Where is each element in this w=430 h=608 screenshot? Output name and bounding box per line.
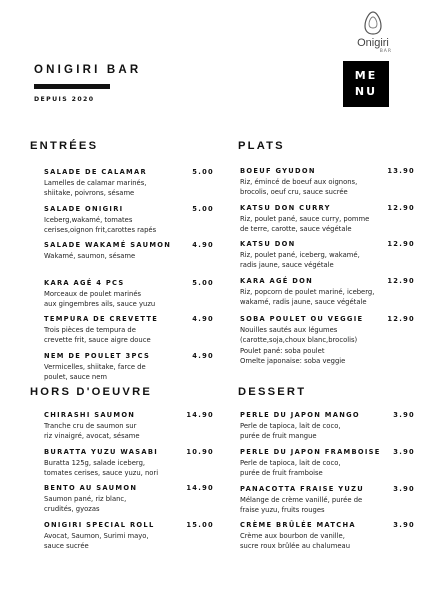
menu-item xyxy=(240,521,415,552)
item-description: Vermicelles, shiitake, farce de poulet, sauce nem xyxy=(44,363,146,382)
item-description: Trois pièces de tempura de crevette frit, sauce aigre douce xyxy=(44,326,151,345)
item-name: KARA AGÉ 4 PCS xyxy=(44,279,125,287)
item-price: 12.90 xyxy=(387,240,415,248)
item-price: 3.90 xyxy=(393,521,415,529)
menu-badge xyxy=(343,61,389,107)
menu-item xyxy=(44,279,212,310)
item-description: Perle de tapioca, lait de coco, purée de fruit framboise xyxy=(240,459,341,478)
item-name: PANACOTTA FRAISE YUZU xyxy=(240,485,365,493)
item-price: 12.90 xyxy=(387,204,415,212)
item-name: SOBA POULET OU VEGGIE xyxy=(240,315,364,323)
item-price: 4.90 xyxy=(192,241,214,249)
section-title-plats: PLATS xyxy=(238,140,285,152)
item-price: 14.90 xyxy=(186,484,214,492)
item-name: NEM DE POULET 3PCS xyxy=(44,352,151,360)
item-price: 15.00 xyxy=(186,521,214,529)
item-name: SALADE ONIGIRI xyxy=(44,205,124,213)
item-name: CRÈME BRÛLÉE MATCHA xyxy=(240,521,356,529)
item-description: Saumon pané, riz blanc, crudités, gyozas xyxy=(44,495,127,514)
item-description: Buratta 125g, salade iceberg, tomates cerises, sauce yuzu, nori xyxy=(44,459,159,478)
item-description: Morceaux de poulet marinés aux gingembres ails, sauce yuzu xyxy=(44,290,156,309)
menu-item xyxy=(44,168,212,199)
item-price: 12.90 xyxy=(387,277,415,285)
menu-item xyxy=(240,277,415,308)
item-name: BOEUF GYUDON xyxy=(240,167,316,175)
item-name: PERLE DU JAPON FRAMBOISE xyxy=(240,448,381,456)
menu-item xyxy=(240,448,415,479)
menu-item xyxy=(44,205,212,236)
item-price: 13.90 xyxy=(387,167,415,175)
menu-item xyxy=(44,521,212,552)
menu-item xyxy=(240,240,415,271)
menu-item xyxy=(240,315,415,366)
onigiri-logo-icon xyxy=(362,10,384,38)
onigiri-logo xyxy=(348,10,398,62)
item-description: Iceberg,wakamé, tomates cerises,oignon frit,carottes rapés xyxy=(44,216,157,235)
item-description: Wakamé, saumon, sésame xyxy=(44,252,136,260)
item-description: Lamelles de calamar marinés, shiitake, poivrons, sésame xyxy=(44,179,147,198)
item-price: 3.90 xyxy=(393,448,415,456)
item-name: KATSU DON xyxy=(240,240,296,248)
item-price: 12.90 xyxy=(387,315,415,323)
section-title-hors-doeuvre: HORS D'OEUVRE xyxy=(30,386,153,398)
item-description: Avocat, Saumon, Surimi mayo, sauce sucrée xyxy=(44,532,149,551)
item-price: 14.90 xyxy=(186,411,214,419)
item-description: Crème aux bourbon de vanille, sucre roux brûlée au chalumeau xyxy=(240,532,351,551)
item-name: SALADE WAKAMÉ SAUMON xyxy=(44,241,172,249)
item-price: 3.90 xyxy=(393,411,415,419)
menu-badge-line1: ME xyxy=(354,69,378,82)
menu-item xyxy=(240,411,415,442)
menu-item xyxy=(44,241,212,261)
item-description: Mélange de crème vanillé, purée de fraise yuzu, fruits rouges xyxy=(240,496,363,515)
item-description: Riz, poulet pané, iceberg, wakamé, radis jaune, sauce végétale xyxy=(240,251,360,270)
item-name: BURATTA YUZU WASABI xyxy=(44,448,159,456)
logo-subtitle: BAR xyxy=(379,49,392,54)
item-name: CHIRASHI SAUMON xyxy=(44,411,136,419)
menu-item xyxy=(240,485,415,516)
item-description: Riz, poulet pané, sauce curry, pomme de terre, carotte, sauce végétale xyxy=(240,215,370,234)
item-price: 5.00 xyxy=(192,205,214,213)
item-name: BENTO AU SAUMON xyxy=(44,484,138,492)
item-name: TEMPURA DE CREVETTE xyxy=(44,315,159,323)
item-description: Nouilles sautés aux légumes (carotte,soja,choux blanc,brocolis) Poulet pané: soba poulet Omelte japonaise: soba veggie xyxy=(240,326,358,365)
item-price: 4.90 xyxy=(192,352,214,360)
item-name: SALADE DE CALAMAR xyxy=(44,168,147,176)
menu-item xyxy=(44,352,212,383)
item-price: 5.00 xyxy=(192,279,214,287)
logo-wordmark: Onigiri xyxy=(357,37,389,49)
menu-item xyxy=(240,204,415,235)
since-label: DEPUIS 2020 xyxy=(34,96,95,103)
item-price: 3.90 xyxy=(393,485,415,493)
menu-badge-line2: NU xyxy=(354,85,378,98)
section-title-dessert: DESSERT xyxy=(238,386,307,398)
menu-item xyxy=(44,448,212,479)
item-price: 10.90 xyxy=(186,448,214,456)
item-description: Riz, popcorn de poulet mariné, iceberg, wakamé, radis jaune, sauce végétale xyxy=(240,288,375,307)
item-price: 4.90 xyxy=(192,315,214,323)
restaurant-name: ONIGIRI BAR xyxy=(34,64,142,76)
menu-item xyxy=(240,167,415,198)
title-underline xyxy=(34,84,110,89)
menu-item xyxy=(44,484,212,515)
item-name: ONIGIRI SPECIAL ROLL xyxy=(44,521,155,529)
item-name: PERLE DU JAPON MANGO xyxy=(240,411,360,419)
item-name: KARA AGÉ DON xyxy=(240,277,314,285)
item-description: Riz, émincé de boeuf aux oignons, brocolis, oeuf cru, sauce sucrée xyxy=(240,178,358,197)
item-description: Tranche cru de saumon sur riz vinaigré, avocat, sésame xyxy=(44,422,140,441)
item-price: 5.00 xyxy=(192,168,214,176)
menu-item xyxy=(44,411,212,442)
section-title-entrees: ENTRÉES xyxy=(30,140,99,152)
menu-item xyxy=(44,315,212,346)
item-name: KATSU DON CURRY xyxy=(240,204,331,212)
item-description: Perle de tapioca, lait de coco, purée de fruit mangue xyxy=(240,422,341,441)
